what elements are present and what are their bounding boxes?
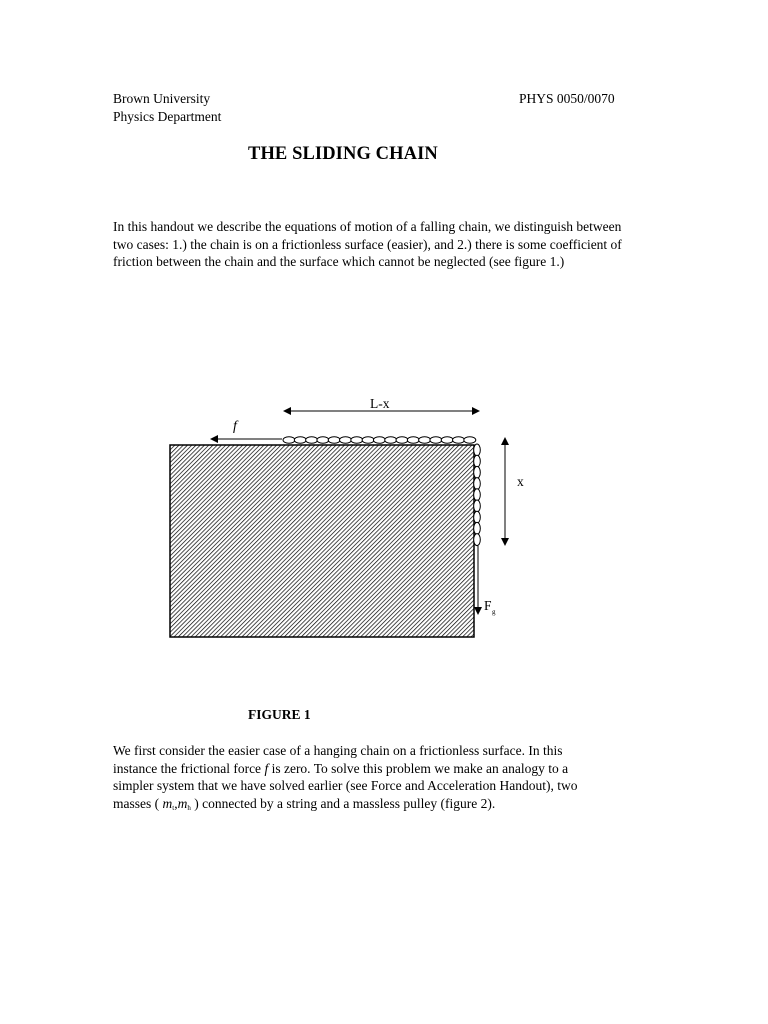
chain-link bbox=[474, 500, 481, 512]
friction-variable: f bbox=[264, 760, 269, 776]
gravity-label: F bbox=[484, 598, 492, 613]
page-title: THE SLIDING CHAIN bbox=[248, 144, 438, 164]
chain-link bbox=[474, 489, 481, 501]
chain-top-links bbox=[283, 437, 476, 444]
chain-link bbox=[385, 437, 397, 444]
body-paragraph bbox=[113, 742, 643, 817]
chain-link bbox=[474, 478, 481, 490]
mass-subscript-1: t bbox=[172, 803, 175, 812]
chain-link bbox=[328, 437, 340, 444]
body-line-4-start: masses ( bbox=[113, 795, 160, 811]
body-line-3: simpler system that we have solved earlier (see Force and Acceleration Handout), two bbox=[113, 778, 578, 793]
height-label: x bbox=[517, 474, 524, 489]
chain-link bbox=[340, 437, 352, 444]
chain-link bbox=[474, 466, 481, 478]
body-line-4 bbox=[113, 795, 643, 818]
chain-link bbox=[362, 437, 374, 444]
chain-link bbox=[419, 437, 431, 444]
friction-label: f bbox=[233, 419, 237, 434]
chain-link bbox=[474, 522, 481, 534]
chain-link bbox=[283, 437, 295, 444]
chain-link bbox=[430, 437, 442, 444]
chain-link bbox=[317, 437, 329, 444]
chain-link bbox=[474, 444, 481, 456]
mass-symbol-2: m bbox=[177, 795, 188, 811]
chain-link bbox=[396, 437, 408, 444]
department-name: Physics Department bbox=[113, 109, 222, 124]
body-line-1: We first consider the easier case of a hanging chain on a frictionless surface. In this bbox=[113, 743, 563, 758]
institution-name: Brown University bbox=[113, 91, 211, 106]
gravity-label-subscript: g bbox=[492, 608, 496, 616]
course-code: PHYS 0050/0070 bbox=[519, 91, 615, 106]
length-label: L-x bbox=[370, 396, 390, 411]
chain-link bbox=[373, 437, 385, 444]
chain-link bbox=[407, 437, 419, 444]
chain-link bbox=[474, 455, 481, 467]
body-line-2-start: instance the frictional force bbox=[113, 760, 262, 776]
body-line-2 bbox=[113, 760, 643, 778]
chain-side-links bbox=[474, 444, 481, 546]
table-block bbox=[170, 445, 474, 637]
mass-subscript-2: h bbox=[187, 803, 191, 812]
chain-link bbox=[441, 437, 453, 444]
body-line-2-end: is zero. To solve this problem we make an analogy to a bbox=[271, 760, 569, 776]
body-line-4-end: ) connected by a string and a massless pulley (figure 2). bbox=[194, 795, 496, 811]
figure-caption: FIGURE 1 bbox=[248, 707, 311, 722]
chain-link bbox=[294, 437, 306, 444]
chain-link bbox=[464, 437, 476, 444]
chain-link bbox=[453, 437, 465, 444]
chain-link bbox=[474, 534, 481, 546]
chain-link bbox=[306, 437, 318, 444]
mass-symbol-1: m bbox=[162, 795, 173, 811]
chain-link bbox=[474, 511, 481, 523]
mass-separator: , bbox=[174, 795, 178, 811]
intro-paragraph: In this handout we describe the equations of motion of a falling chain, we distinguish between two cases: 1.) the chain is on a frictionless surface (easier), and 2.) there is some coefficient of friction between the chain and the surface which cannot be neglected (see figure 1.) bbox=[113, 219, 622, 269]
chain-link bbox=[351, 437, 363, 444]
